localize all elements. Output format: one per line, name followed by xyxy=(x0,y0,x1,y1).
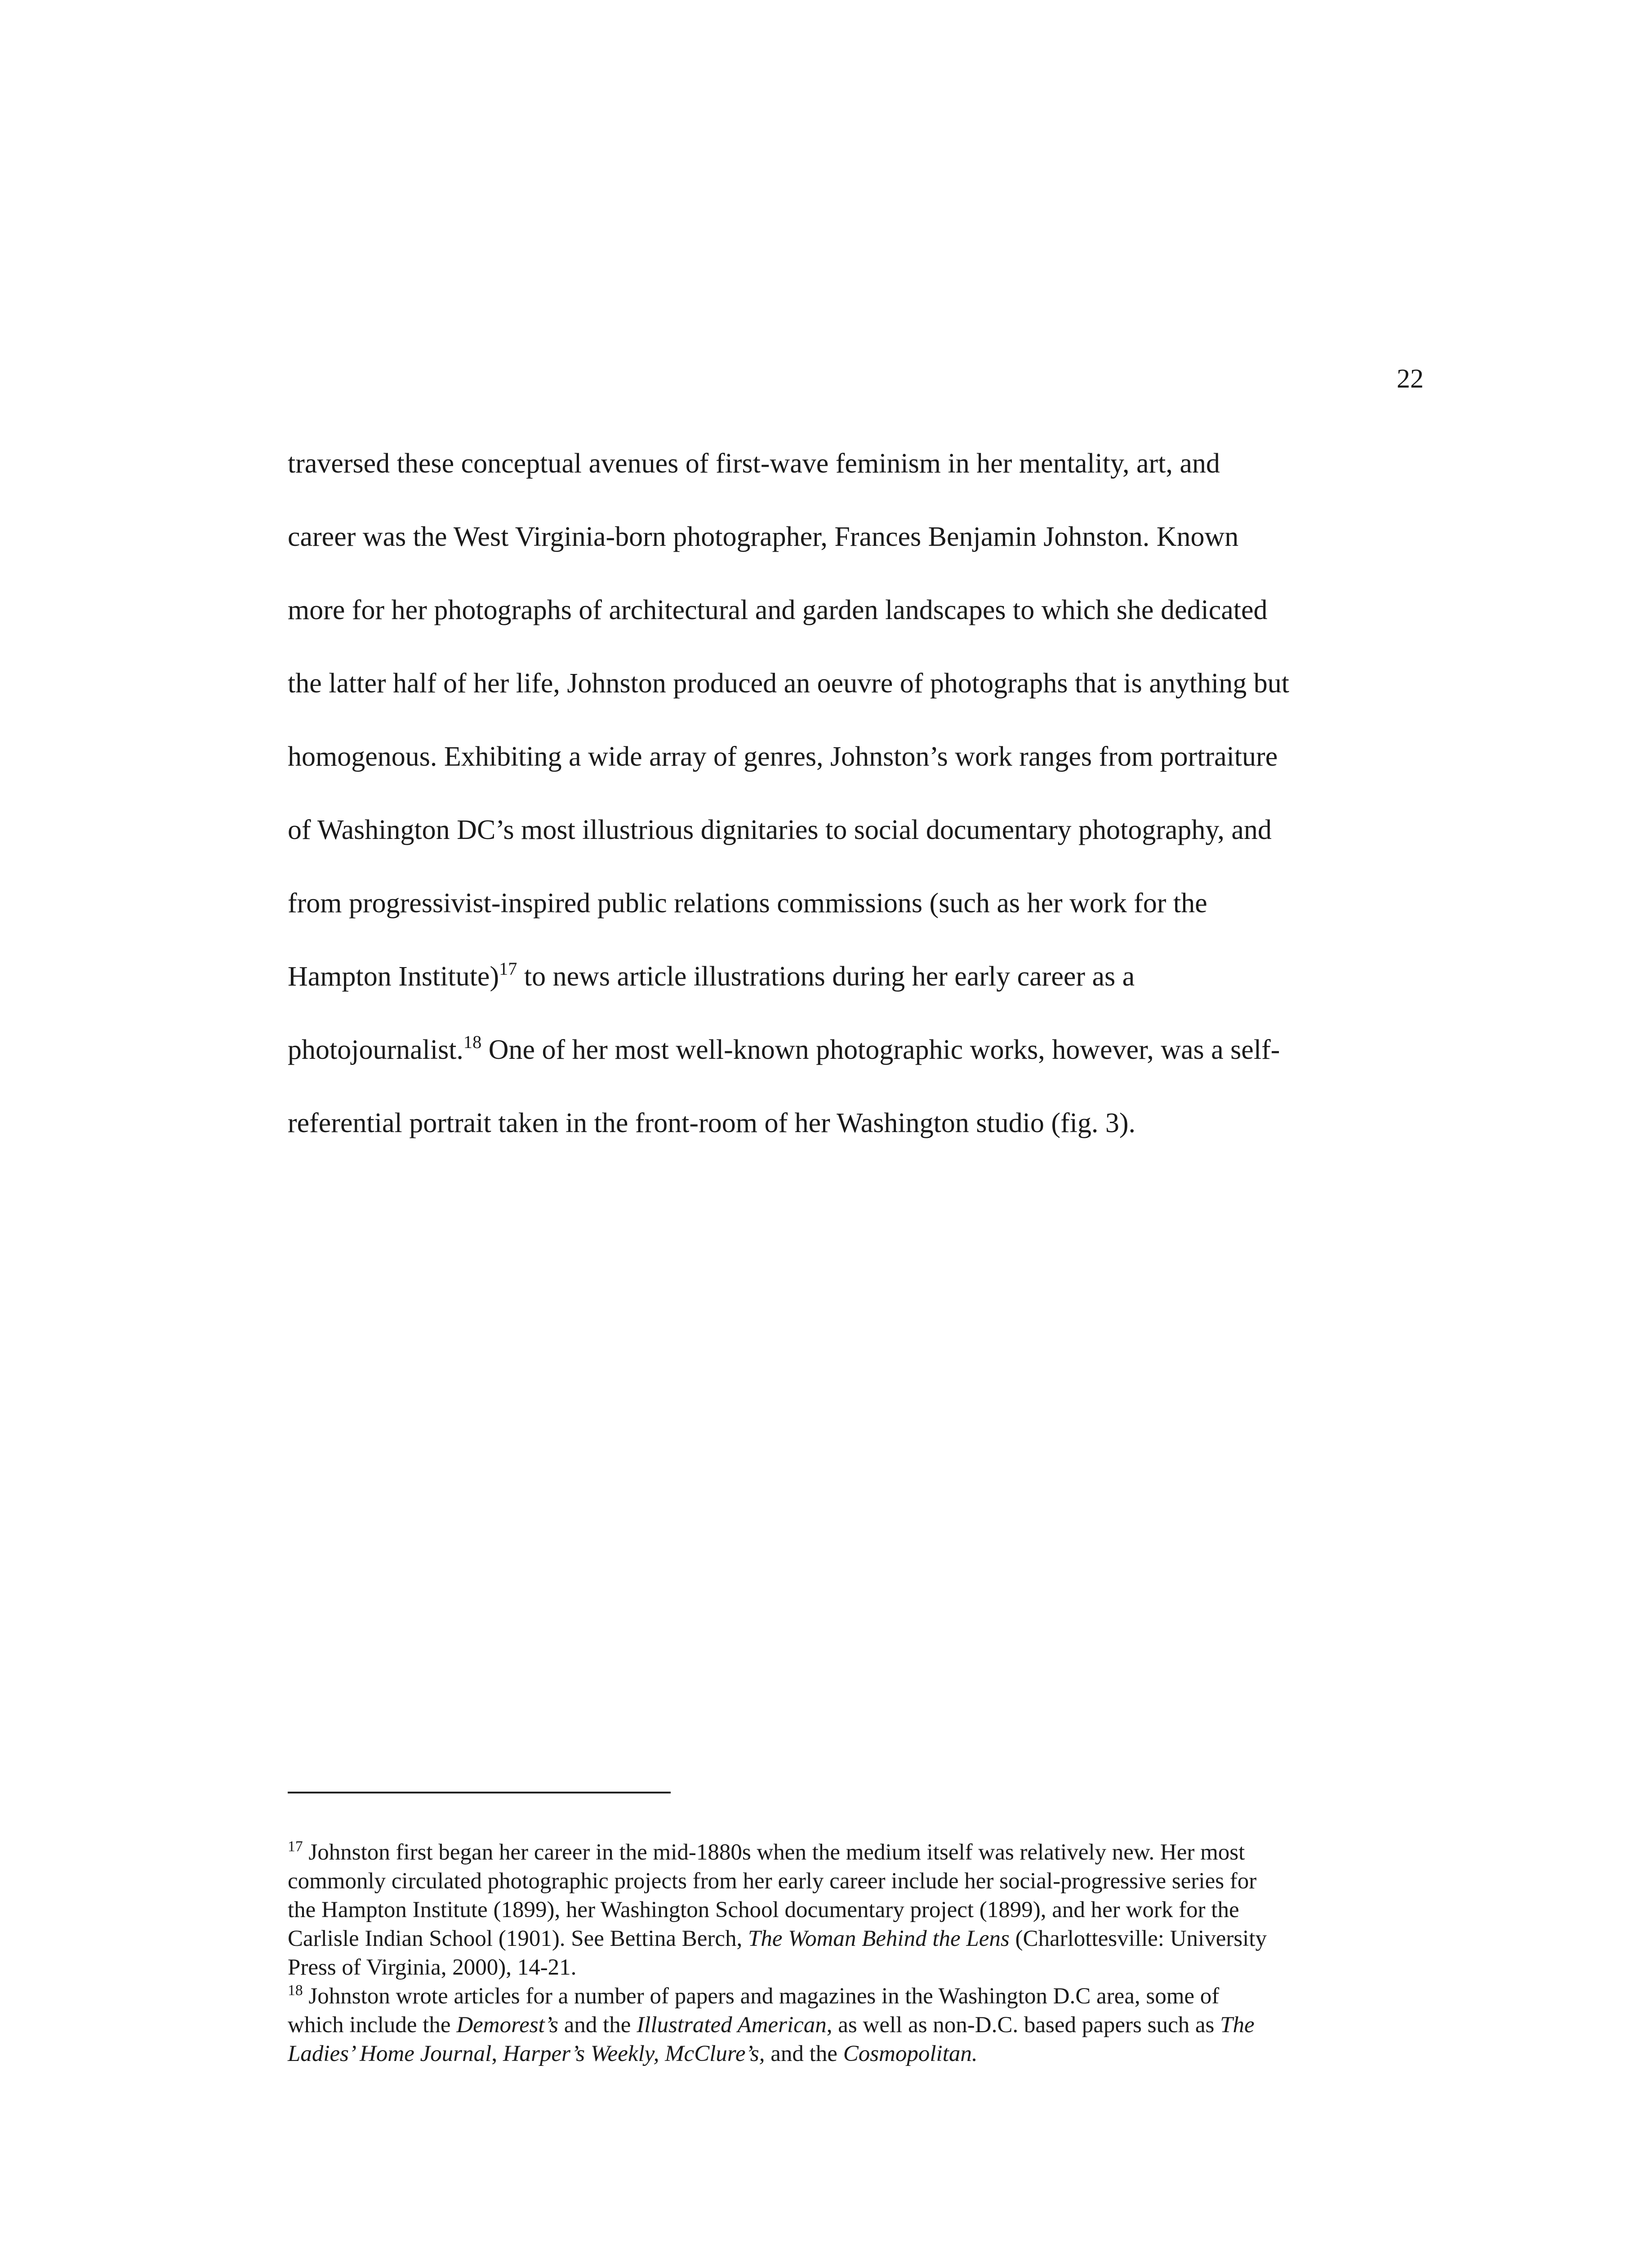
body-line xyxy=(288,940,1438,1013)
footnote-line xyxy=(288,1838,1438,1867)
footnote-title-italic: Ladies’ Home Journal xyxy=(288,2041,492,2066)
footnote-reference[interactable]: 18 xyxy=(463,1032,482,1053)
body-text-segment: One of her most well-known photographic works, however, was a self- xyxy=(481,1035,1280,1065)
body-line xyxy=(288,1013,1438,1087)
body-line: traversed these conceptual avenues of first-wave feminism in her mentality, art, and xyxy=(288,448,1220,479)
footnote-line xyxy=(288,2011,1438,2039)
footnote-text: Johnston first began her career in the mid-1880s when the medium itself was relatively new. Her most xyxy=(303,1840,1245,1865)
body-text-segment: to news article illustrations during her early career as a xyxy=(517,961,1135,992)
footnote-text: and the xyxy=(558,2012,637,2038)
footnote-text: Johnston wrote articles for a number of papers and magazines in the Washington D.C area, some of xyxy=(303,1984,1220,2009)
footnote-text: the Hampton Institute (1899), her Washington School documentary project (1899), and her work for the xyxy=(288,1897,1239,1922)
body-line: homogenous. Exhibiting a wide array of genres, Johnston’s work ranges from portraiture xyxy=(288,741,1278,772)
footnote-line xyxy=(288,1896,1438,1924)
footnote-line xyxy=(288,1924,1438,1953)
body-text-segment: photojournalist. xyxy=(288,1035,463,1065)
footnote-text: , xyxy=(491,2041,503,2066)
footnote-title-italic: Demorest’s xyxy=(456,2012,558,2038)
body-line: from progressivist-inspired public relations commissions (such as her work for the xyxy=(288,888,1207,919)
footnote-line xyxy=(288,1867,1438,1896)
footnote-title-italic: The Woman Behind the Lens xyxy=(748,1926,1010,1951)
body-line: career was the West Virginia-born photographer, Frances Benjamin Johnston. Known xyxy=(288,522,1239,552)
footnote-17 xyxy=(288,1838,1438,1982)
body-line: referential portrait taken in the front-room of her Washington studio (fig. 3). xyxy=(288,1108,1136,1138)
page-number: 22 xyxy=(1397,364,1424,393)
footnote-text: , as well as non-D.C. based papers such as xyxy=(826,2012,1220,2038)
body-line: the latter half of her life, Johnston produced an oeuvre of photographs that is anything but xyxy=(288,668,1289,699)
footnote-title-italic: Cosmopolitan. xyxy=(843,2041,978,2066)
footnote-title-italic: Illustrated American xyxy=(637,2012,827,2038)
footnote-line xyxy=(288,2039,1438,2068)
footnote-text: (Charlottesville: University xyxy=(1009,1926,1267,1951)
footnote-reference[interactable]: 17 xyxy=(499,959,517,979)
footnote-18 xyxy=(288,1982,1438,2068)
footnotes xyxy=(288,1838,1438,2068)
footnote-number: 18 xyxy=(288,1982,303,1999)
body-text-segment: Hampton Institute) xyxy=(288,961,499,992)
footnote-line xyxy=(288,1982,1438,2011)
footnote-text: Press of Virginia, 2000), 14-21. xyxy=(288,1955,577,1980)
footnote-text: commonly circulated photographic projects from her early career include her social-progressive series for xyxy=(288,1869,1257,1894)
footnote-number: 17 xyxy=(288,1838,303,1855)
body-line: of Washington DC’s most illustrious dignitaries to social documentary photography, and xyxy=(288,815,1272,845)
footnote-text: Carlisle Indian School (1901). See Bettina Berch, xyxy=(288,1926,748,1951)
footnote-title-italic: Harper’s Weekly, McClure’s, xyxy=(503,2041,765,2066)
footnote-line xyxy=(288,1953,1438,1982)
footnote-title-italic: The xyxy=(1220,2012,1255,2038)
footnote-text: and the xyxy=(765,2041,843,2066)
body-line: more for her photographs of architectural and garden landscapes to which she dedicated xyxy=(288,595,1268,625)
footnote-separator xyxy=(288,1792,671,1793)
footnote-text: which include the xyxy=(288,2012,457,2038)
body-paragraph xyxy=(288,427,1438,1160)
